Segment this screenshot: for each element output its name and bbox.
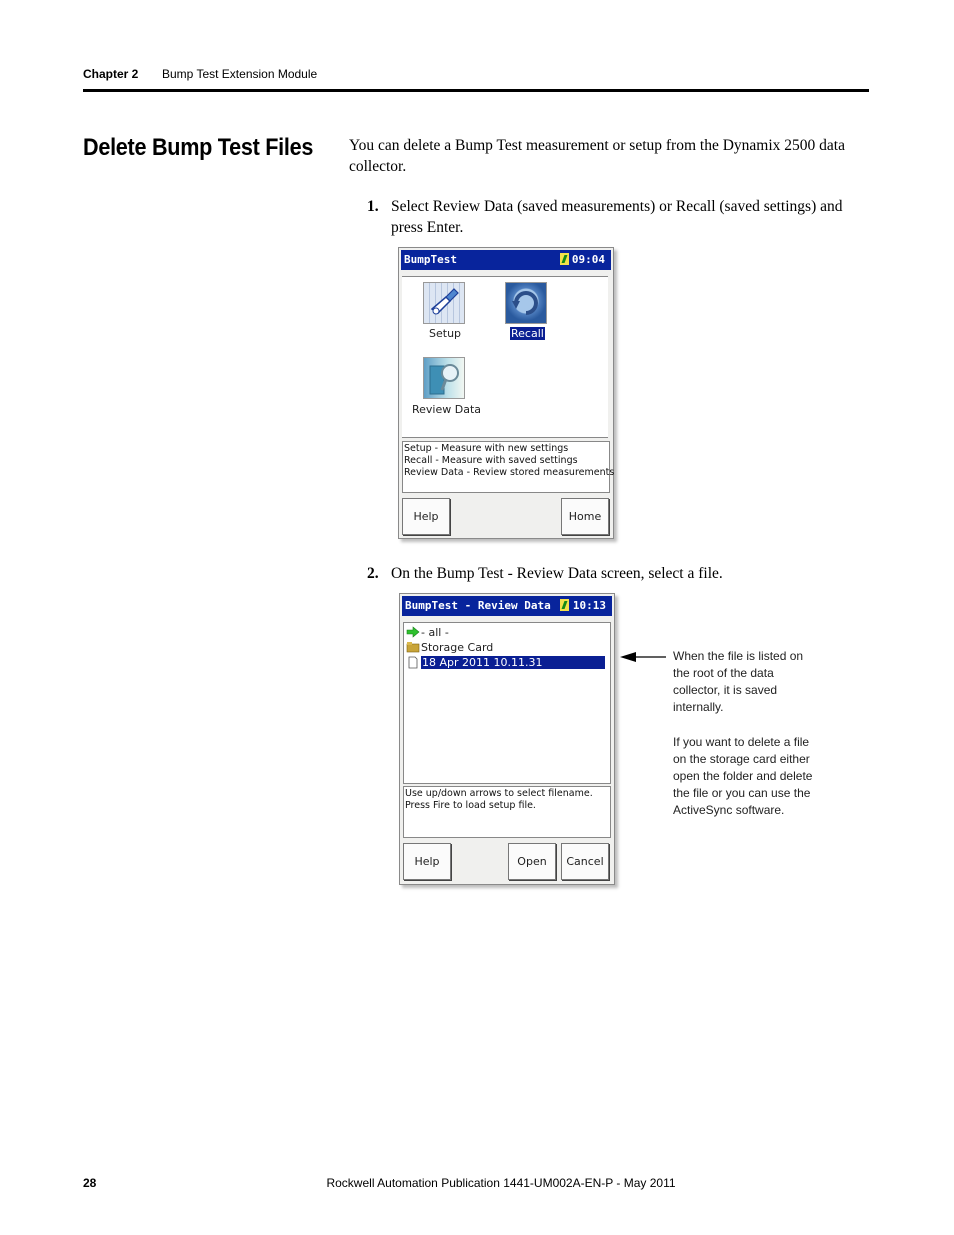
callout-line: on the storage card either <box>673 752 810 766</box>
cancel-button[interactable]: Cancel <box>561 843 609 880</box>
recall-arrow-icon[interactable] <box>505 282 547 324</box>
step-number: 2. <box>367 565 379 582</box>
file-icon <box>406 656 420 669</box>
desc-line: Review Data - Review stored measurements <box>404 467 615 478</box>
green-arrow-icon <box>406 626 420 638</box>
hint-line: Use up/down arrows to select filename. <box>405 788 593 799</box>
callout-line: the root of the data <box>673 666 774 680</box>
setup-label[interactable]: Setup <box>429 327 462 340</box>
callout-line: the file or you can use the <box>673 786 811 800</box>
desc-line: Setup - Measure with new settings <box>404 443 569 454</box>
title-bar <box>401 250 611 270</box>
chapter-label: Chapter 2 <box>83 67 139 81</box>
file-label[interactable]: - all - <box>421 626 449 639</box>
desc-line: Recall - Measure with saved settings <box>404 455 578 466</box>
screen-title: BumpTest <box>404 253 457 266</box>
screen-title: BumpTest - Review Data <box>405 599 551 612</box>
list-item[interactable] <box>406 626 606 639</box>
step-text: On the Bump Test - Review Data screen, select a file. <box>391 565 723 582</box>
list-item[interactable] <box>406 656 606 669</box>
clock: 09:04 <box>571 253 605 266</box>
file-list <box>403 622 611 784</box>
hint-line: Press Fire to load setup file. <box>405 800 536 811</box>
recall-label[interactable] <box>510 327 545 340</box>
help-button[interactable]: Help <box>403 843 451 880</box>
menu-panel <box>402 276 608 438</box>
review-data-label[interactable]: Review Data <box>412 403 482 416</box>
bumptest-main-screen <box>398 247 614 539</box>
hint-panel <box>403 786 611 838</box>
callout-line: When the file is listed on <box>673 649 804 663</box>
page-number: 28 <box>83 1176 97 1190</box>
review-data-screen <box>399 593 615 885</box>
step-2 <box>367 563 862 584</box>
step-number: 1. <box>367 198 379 215</box>
callout-line: open the folder and delete <box>673 769 813 783</box>
clock: 10:13 <box>572 599 606 612</box>
battery-icon <box>560 599 569 611</box>
title-bar <box>402 596 612 616</box>
step-text: Select Review Data (saved measurements) or Recall (saved settings) and press Enter. <box>391 198 843 236</box>
header-rule <box>83 89 869 92</box>
file-label-selected[interactable]: 18 Apr 2011 10.11.31 <box>421 656 605 669</box>
publication-footer: Rockwell Automation Publication 1441-UM002A-EN-P - May 2011 <box>326 1176 676 1190</box>
callout-line: ActiveSync software. <box>673 803 785 817</box>
section-title: Delete Bump Test Files <box>83 134 314 161</box>
callout-arrow-icon <box>618 650 668 664</box>
pointing-hand-icon[interactable] <box>423 282 465 324</box>
battery-icon <box>560 253 569 265</box>
intro-paragraph: You can delete a Bump Test measurement or setup from the Dynamix 2500 data collector. <box>349 137 845 175</box>
list-item[interactable] <box>406 641 606 654</box>
module-title: Bump Test Extension Module <box>162 67 318 81</box>
callout-line: If you want to delete a file <box>673 735 810 749</box>
folder-icon <box>406 641 420 653</box>
callout-text <box>673 648 823 819</box>
callout-line: collector, it is saved <box>673 683 778 697</box>
open-button[interactable]: Open <box>508 843 556 880</box>
step-1 <box>367 196 862 236</box>
description-panel <box>402 441 615 493</box>
home-button[interactable]: Home <box>561 498 609 535</box>
file-label[interactable]: Storage Card <box>421 641 494 654</box>
help-button[interactable]: Help <box>402 498 450 535</box>
callout-line: internally. <box>673 700 724 714</box>
magnifier-book-icon[interactable] <box>423 357 465 399</box>
recall-label-text[interactable]: Recall <box>511 327 544 340</box>
